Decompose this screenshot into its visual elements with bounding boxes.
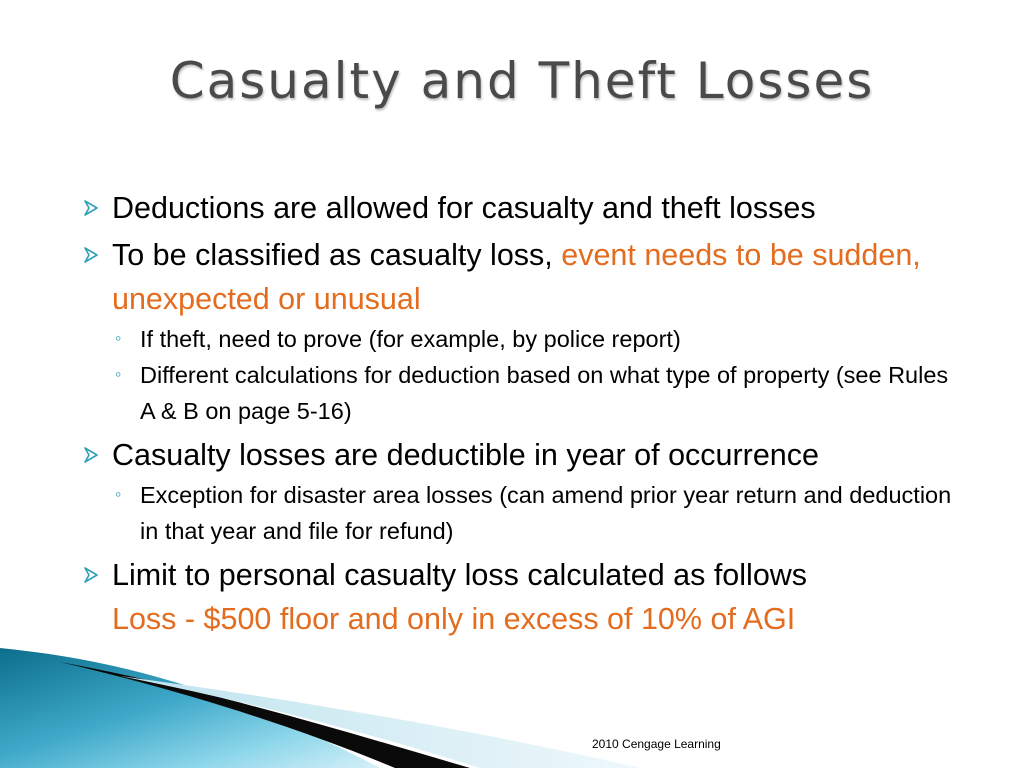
bullet-item-deductions — [82, 186, 962, 230]
bullet-item-limit — [82, 553, 962, 641]
sub-bullet-item-disaster-exception — [112, 477, 962, 549]
bullet-highlight-text: event needs to be sudden, unexpected or unusual — [112, 238, 921, 316]
arrowhead-bullet-icon — [84, 247, 98, 263]
arrowhead-bullet-icon — [84, 567, 98, 583]
sub-bullet-item-calculations — [112, 357, 962, 429]
arrowhead-bullet-icon — [84, 447, 98, 463]
footer-credit: 2010 Cengage Learning — [592, 737, 721, 751]
slide-title: Casualty and Theft Losses — [169, 52, 875, 110]
open-circle-bullet-icon: ◦ — [115, 328, 122, 348]
sub-bullet-item-theft-proof — [112, 321, 962, 357]
bullet-text: Limit to personal casualty loss calculated as follows — [112, 558, 808, 592]
bullet-text: To be classified as casualty loss, — [112, 238, 562, 272]
arrowhead-bullet-icon — [84, 200, 98, 216]
open-circle-bullet-icon: ◦ — [115, 364, 122, 384]
slide-body — [82, 186, 962, 641]
sub-bullet-text: Exception for disaster area losses (can amend prior year return and deduction in that year and file for refund) — [140, 482, 952, 544]
bullet-highlight-text: Loss - $500 floor and only in excess of 10% of AGI — [112, 602, 796, 636]
open-circle-bullet-icon: ◦ — [115, 484, 122, 504]
sub-bullet-text: Different calculations for deduction based on what type of property (see Rules A & B on page 5-16) — [140, 362, 949, 424]
bullet-item-deductible-year — [82, 433, 962, 477]
sub-bullet-text: If theft, need to prove (for example, by police report) — [140, 326, 681, 352]
bullet-text: Casualty losses are deductible in year of occurrence — [112, 438, 819, 472]
bullet-item-classified — [82, 233, 962, 321]
bullet-text: Deductions are allowed for casualty and theft losses — [112, 191, 816, 225]
